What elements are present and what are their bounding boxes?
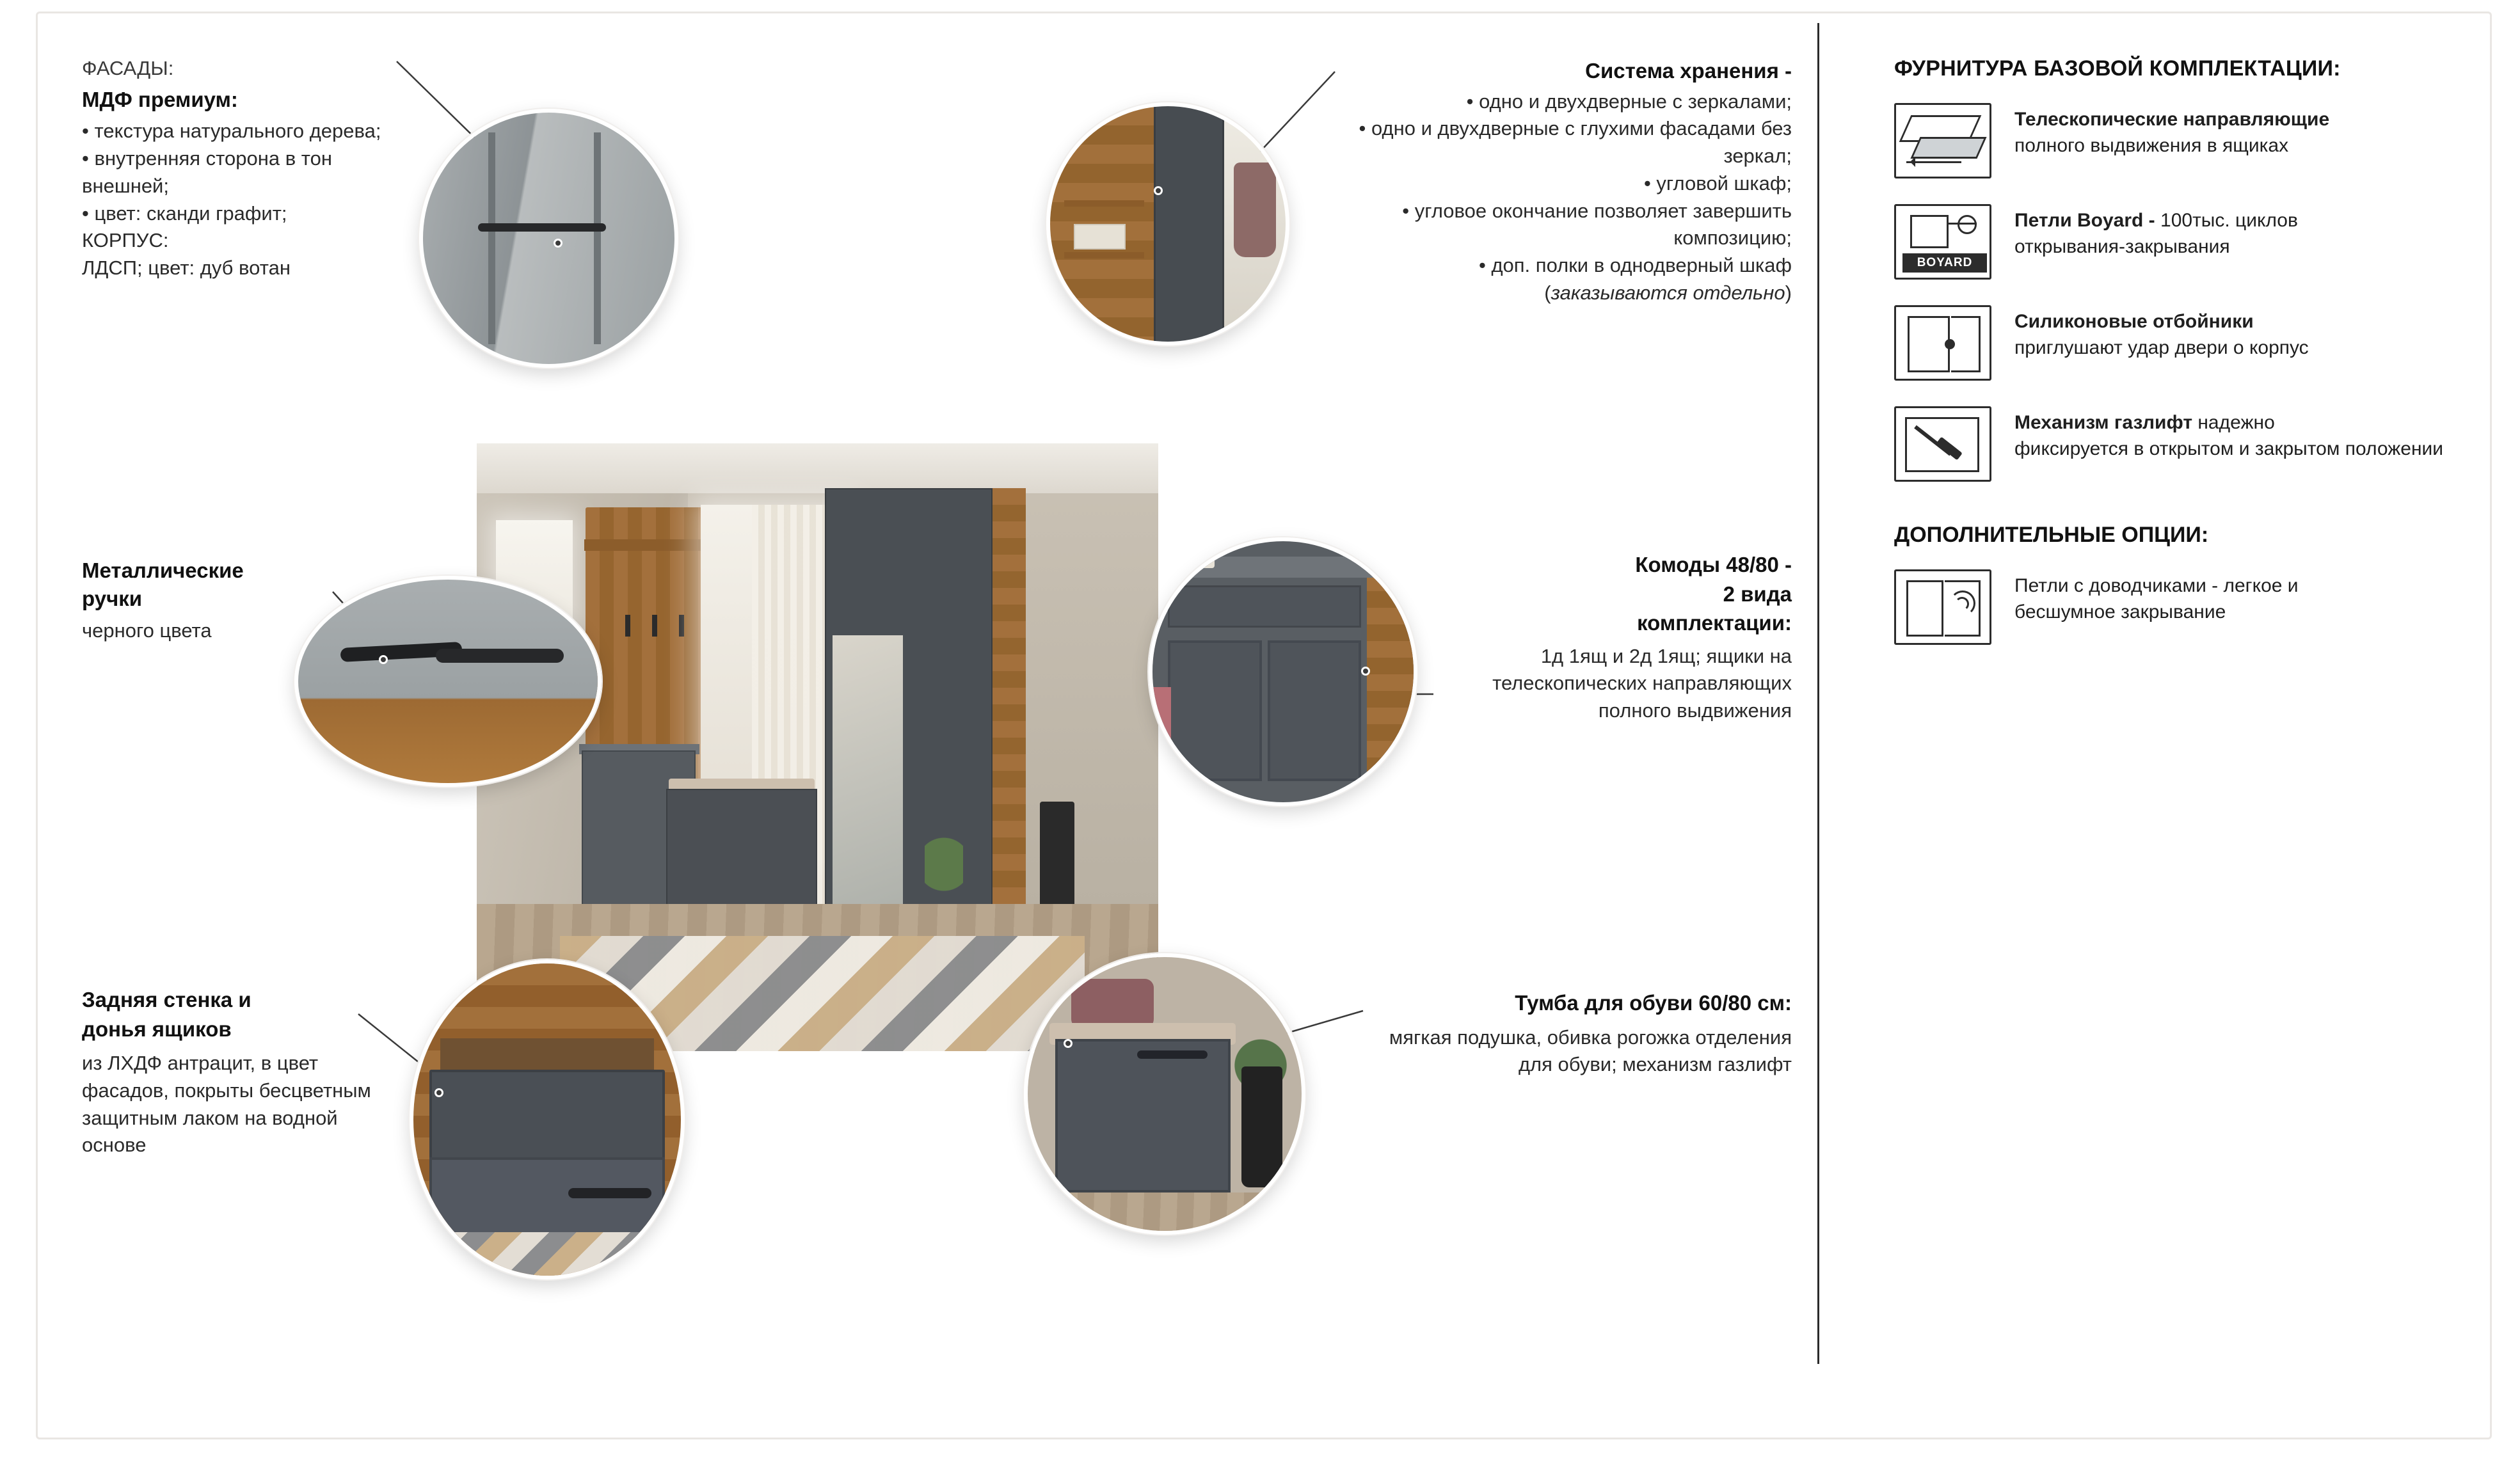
room-plant [925,802,963,891]
shoe-cabinet-body [1055,1039,1231,1193]
door-buffer-icon [1894,305,1991,381]
hardware-item-softclose-title: Петли с доводчиками - легкое и [2014,575,2299,596]
hardware-item-softclose-text [2014,569,2299,626]
facades-bullet-list [82,118,402,227]
komod-body: 1д 1ящ и 2д 1ящ; ящики на телескопических направляющих полного выдвижения [1492,644,1792,722]
shoe-title: Тумба для обуви 60/80 см: [1515,991,1792,1015]
hardware-item-hinges-title: Петли Boyard - [2014,210,2161,231]
komod-door-right [1268,640,1362,781]
komod-cup-decor [1189,546,1215,568]
handles-title-line2: ручки [82,586,143,610]
komod-title-line1: Комоды 48/80 - [1635,553,1792,576]
hardware-options-heading: ДОПОЛНИТЕЛЬНЫЕ ОПЦИИ: [1894,523,2209,547]
hardware-item-gaslift-title-rest: надежно [2197,412,2275,433]
hardware-item-slides-text [2014,103,2329,159]
callout-dot-handles [379,655,388,664]
photo-bubble-facade [419,109,678,368]
handles-subtitle: черного цвета [82,619,212,642]
list-item: • угловое окончание позволяет завершить композицию; [1344,198,1792,253]
list-item: • угловой шкаф; [1344,170,1792,198]
storage-shelf [1064,252,1144,258]
komod-pink-accent [1152,687,1171,765]
hardware-item-buffers-text [2014,305,2309,361]
callout-storage-system [1344,56,1792,307]
shoe-photo-vase [1241,1066,1282,1187]
facade-handle [478,223,606,232]
storage-shelf [1064,200,1144,207]
hardware-item-gaslift-title: Механизм газлифт [2014,412,2198,433]
hardware-item-hinges [1894,204,2476,280]
room-wardrobe-mirror [833,635,903,910]
hardware-item-hinges-text [2014,204,2298,260]
corpus-value: ЛДСП; цвет: дуб вотан [82,257,291,280]
hardware-item-slides-subtitle: полного выдвижения в ящиках [2014,134,2289,156]
photo-bubble-komod [1149,537,1417,806]
corpus-label: КОРПУС: [82,229,169,252]
room-ceiling [477,443,1158,493]
callout-komod [1440,550,1792,725]
boyard-badge: BOYARD [1902,253,1987,273]
drawer-open-box [429,1070,665,1163]
callout-facades [82,55,402,282]
shoe-photo-floor [1028,1193,1302,1231]
storage-title: Система хранения - [1585,59,1792,83]
room-hook [625,615,630,637]
back-panel-title-line1: Задняя стенка и [82,988,251,1011]
hardware-item-gaslift-subtitle: фиксируется в открытом и закрытом положении [2014,438,2444,459]
facade-frame-line [594,132,601,344]
hardware-panel [1894,56,2476,670]
callout-shoe-cabinet [1369,988,1792,1079]
room-shoe-bench [666,789,817,910]
storage-last-plain: доп. полки в однодверный шкаф ( [1491,254,1792,304]
list-item: • одно и двухдверные с зеркалами; [1344,88,1792,116]
komod-wood-side [1367,541,1414,802]
room-hook [679,615,684,637]
shoe-photo-pillow [1071,979,1153,1028]
facade-frame-line [488,132,495,344]
storage-bullet-list [1344,88,1792,307]
hardware-base-heading: ФУРНИТУРА БАЗОВОЙ КОМПЛЕКТАЦИИ: [1894,56,2341,81]
hardware-item-buffers-title: Силиконовые отбойники [2014,311,2254,332]
storage-box [1074,224,1126,250]
list-item: • текстура натурального дерева; [82,118,402,145]
list-item: • внутренняя сторона в тон внешней; [82,145,402,200]
drawer-slide-icon [1894,103,1991,178]
storage-last-italic: заказываются отдельно [1551,281,1785,304]
facade-texture [423,113,674,364]
metal-handle [436,649,564,663]
hardware-item-hinges-subtitle: открывания-закрывания [2014,235,2230,257]
section-divider [1817,23,1819,1364]
storage-coat [1234,162,1276,257]
facades-lead-label: ФАСАДЫ: [82,57,174,79]
list-item: • одно и двухдверные с глухими фасадами без зеркал; [1344,115,1792,170]
hardware-item-gaslift [1894,406,2476,482]
hardware-item-softclose [1894,569,2476,645]
handles-title-line1: Металлические [82,559,244,582]
callout-back-panel [82,985,383,1159]
list-item-italic-mixed [1344,252,1792,307]
komod-title-line3: комплектации: [1637,611,1792,635]
callout-dot-shoe [1064,1039,1073,1048]
back-panel-title-line2: донья ящиков [82,1017,232,1041]
photo-bubble-storage [1046,102,1289,345]
callout-dot-facade [554,239,562,248]
storage-last-tail: ) [1785,281,1792,304]
hardware-item-buffers-subtitle: приглушают удар двери о корпус [2014,337,2309,358]
hardware-item-slides-title: Телескопические направляющие [2014,109,2330,130]
gas-lift-icon [1894,406,1991,482]
hinge-icon [1894,204,1991,280]
hardware-item-gaslift-text [2014,406,2443,463]
komod-title-line2: 2 вида [1723,582,1792,606]
list-item: • цвет: сканди графит; [82,200,402,228]
storage-dark-door [1154,106,1224,342]
back-panel-body: из ЛХДФ антрацит, в цвет фасадов, покрыты бесцветным защитным лаком на водной основе [82,1052,371,1157]
hardware-item-hinges-title-rest: 100тыс. циклов [2160,210,2298,231]
shoe-cabinet-handle [1137,1050,1208,1059]
hardware-item-buffers [1894,305,2476,381]
drawer-photo-rug [413,1232,681,1276]
drawer-handle [568,1188,651,1198]
shoe-body: мягкая подушка, обивка рогожка отделения для обуви; механизм газлифт [1389,1026,1792,1076]
photo-bubble-shoe-cabinet [1024,953,1305,1235]
hardware-item-slides [1894,103,2476,178]
callout-handles [82,557,357,645]
komod-door-left [1168,640,1262,781]
callout-dot-storage [1154,186,1163,195]
room-hook [652,615,657,637]
room-floor-vase [1040,802,1074,917]
soft-close-hinge-icon [1894,569,1991,645]
photo-bubble-drawer [410,960,685,1280]
facades-title: МДФ премиум: [82,87,238,111]
hardware-item-softclose-subtitle: бесшумное закрывание [2014,601,2226,622]
komod-drawer [1168,585,1361,627]
